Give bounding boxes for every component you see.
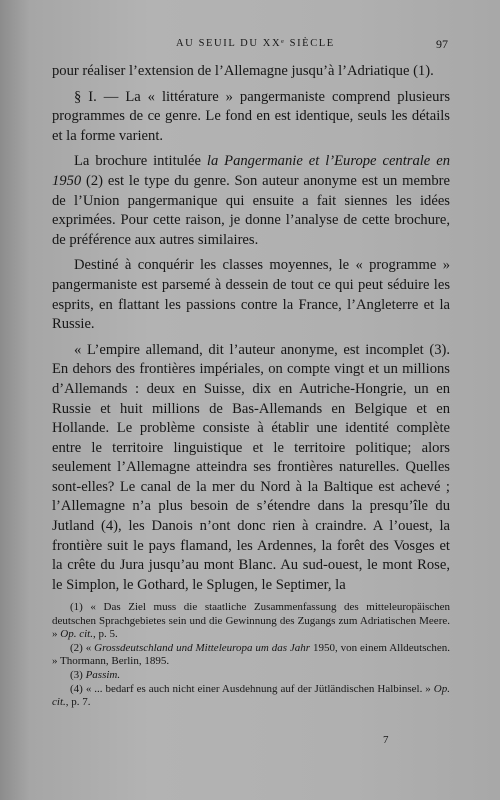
paragraph: pour réaliser l’extension de l’Allemagne jusqu’à l’Adriatique (1). <box>52 63 434 79</box>
paragraph-text: (2) est le type du genre. Son auteur anonyme est un membre de l’Union pangermanique qui ensuite a fait siennes les idées exprimées. Pour cette raison, je donne l’analyse de cette brochure, de préférence aux autres similaires. <box>52 172 450 248</box>
footnote-text: (4) « ... bedarf es auch nicht einer Ausdehnung auf der Jütländischen Halbinsel. » <box>70 682 434 695</box>
brochure-title: la Pangermanie et l’Europe centrale en 1950 <box>52 153 450 189</box>
footnote-1 <box>52 601 450 642</box>
footnote-text: , p. 5. <box>92 628 118 641</box>
footnote-ref: Passim. <box>85 668 121 681</box>
paragraph: « L’empire allemand, dit l’auteur anonyme, est incomplet (3). En dehors des frontières impériales, on compte vingt et un millions d’Allemands : deux en Suisse, dix en Autriche-Hongrie, un en Russie et huit millions de Bas-Allemands en Belgique et en Hollande. Le problème consiste à établir une identité complète entre le territoire linguistique et le territoire politique; alors seulement l’Allemagne atteindra ses frontières naturelles. Quelles sont-elles? Le canal de la mer du Nord à la Baltique est achevé ; l’Allemagne n’a plus besoin de s’étendre dans la presqu’île du Jutland (4), les Danois n’ont donc rien à craindre. A l’ouest, la frontière suit le pays flamand, les Ardennes, la forêt des Vosges et la crête du Jura jusqu’au mont Blanc. Au sud-ouest, le mont Rose, le Simplon, le Gothard, le Splugen, le Septimer, la <box>52 341 450 593</box>
footnote-4 <box>52 683 450 710</box>
footnotes <box>52 601 450 710</box>
page-header <box>0 38 500 58</box>
signature-mark: 7 <box>383 734 389 746</box>
footnote-text: (2) « <box>70 641 95 654</box>
footnote-text: (1) « Das Ziel muss die staatliche Zusammenfassung des mitteleuropäischen deutschen Sprachgebietes sein und die Gewinnung des Zugangs zum Adriatischen Meere. » <box>52 601 450 641</box>
paragraph: Destiné à conquérir les classes moyennes, le « programme » pangermaniste est parsemé à dessein de tout ce qui peut séduire les esprits, en flattant les passions contre la France, l’Angleterre et la Russie. <box>52 257 450 333</box>
footnote-ref: Op. cit. <box>52 682 450 709</box>
running-head: AU SEUIL DU XXᵉ SIÈCLE <box>176 38 335 49</box>
footnote-text: (3) <box>70 668 86 681</box>
footnote-3 <box>52 669 450 683</box>
paragraph-text: La brochure intitulée <box>74 153 207 170</box>
footnote-title: Grossdeutschland und Mitteleuropa um das Jahr <box>94 641 311 654</box>
footnote-ref: Op. cit. <box>60 628 93 641</box>
footnote-text: , p. 7. <box>65 696 91 709</box>
paragraph: § I. — La « littérature » pangermaniste comprend plusieurs programmes de ce genre. Le fond en est identique, seuls les détails et la forme varient. <box>52 88 450 144</box>
page-number: 97 <box>436 37 448 51</box>
footnote-2 <box>52 642 450 669</box>
body-text <box>52 62 450 601</box>
paragraph <box>52 152 450 250</box>
footnote-text: 1950, von einem Alldeutschen. » Thormann, Berlin, 1895. <box>52 641 451 668</box>
